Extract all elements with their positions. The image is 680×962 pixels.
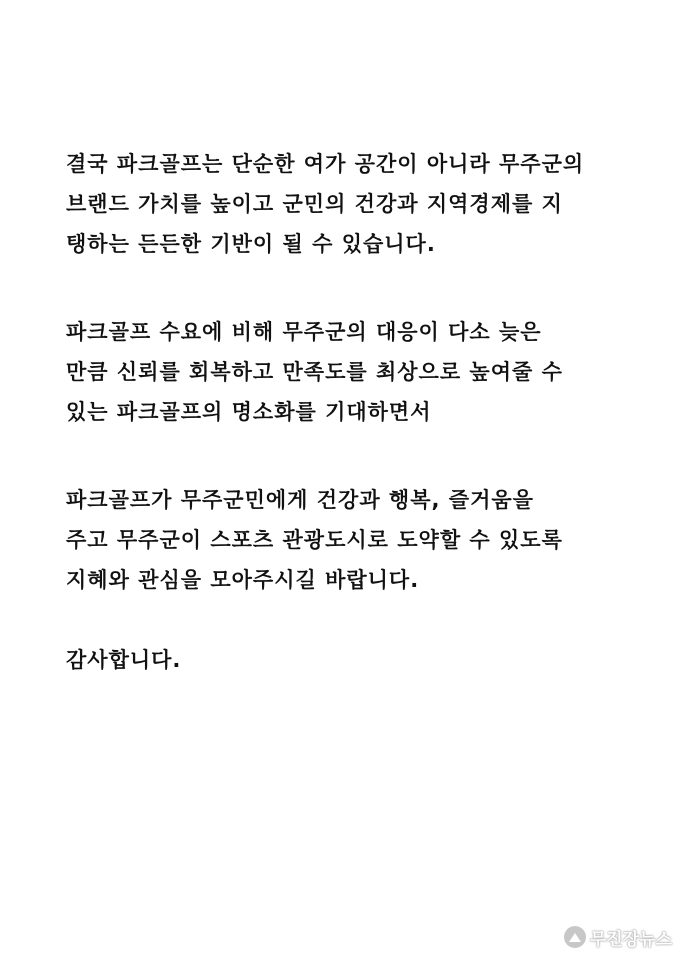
paragraph-line: 주고 무주군이 스포츠 관광도시로 도약할 수 있도록	[66, 528, 563, 552]
paragraph-conclusion	[66, 144, 626, 264]
paragraph-line: 결국 파크골프는 단순한 여가 공간이 아니라 무주군의	[66, 152, 585, 176]
mountain-logo-icon	[564, 926, 586, 948]
paragraph-line: 탱하는 든든한 기반이 될 수 있습니다.	[66, 232, 436, 256]
closing-line: 감사합니다.	[66, 648, 182, 672]
paragraph-line: 있는 파크골프의 명소화를 기대하면서	[66, 400, 432, 424]
paragraph-line: 브랜드 가치를 높이고 군민의 건강과 지역경제를 지	[66, 192, 563, 216]
paragraph-request	[66, 480, 626, 600]
paragraph-line: 만큼 신뢰를 회복하고 만족도를 최상으로 높여줄 수	[66, 360, 563, 384]
watermark-text: 무진장뉴스	[589, 929, 672, 950]
paragraph-expectation	[66, 312, 626, 432]
paragraph-line: 파크골프가 무주군민에게 건강과 행복, 즐거움을	[66, 488, 534, 512]
watermark	[564, 922, 672, 952]
paragraph-line: 지혜와 관심을 모아주시길 바랍니다.	[66, 568, 420, 592]
paragraph-closing	[66, 640, 626, 680]
paragraph-line: 파크골프 수요에 비해 무주군의 대응이 다소 늦은	[66, 320, 542, 344]
